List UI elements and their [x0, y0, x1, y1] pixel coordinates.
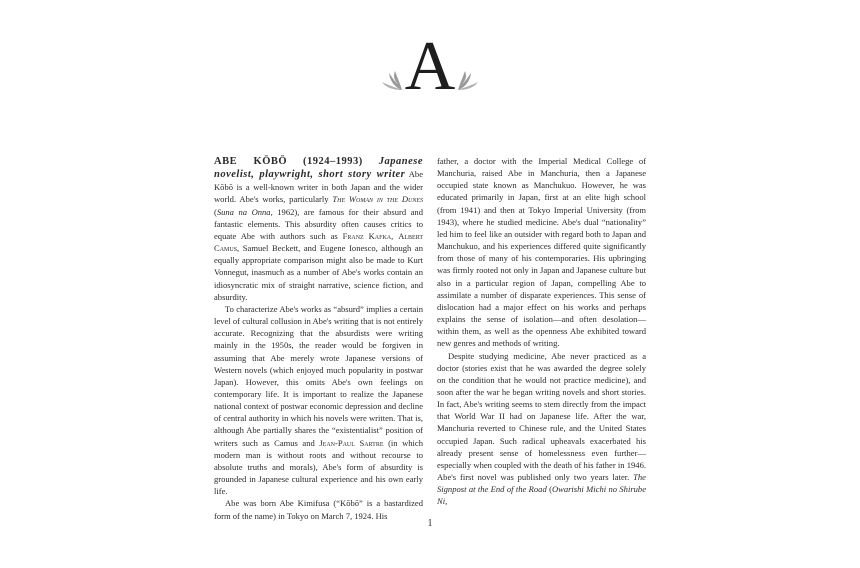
text-run: Abe Kōbō is a well-known writer in both Japan and the wider world. Abe's works, particularly: [214, 169, 423, 205]
work-original-title: Suna na Onna: [216, 206, 271, 217]
entry-dates: (1924–1993): [303, 156, 363, 167]
text-run: Despite studying medicine, Abe never practiced as a doctor (stories exist that he was awarded the degree solely on the condition that he would not practice medicine), and soon after the war he began writing novels and short stories. In fact, Abe's writing seems to stem directly from the impact that World War II had on Japanese life. After the war, Manchuria reverted to Chinese rule, and the United States occupied Japan. Such radical upheavals exacerbated his already present sense of homelessness even further—especially when coupled with the death of his father in 1946. Abe's first novel was published only two years later.: [437, 350, 646, 483]
entry-paragraph-4: father, a doctor with the Imperial Medical College of Manchuria, raised Abe in Manchuria, then a Japanese occupied state known as Manchukuo. However, he was educated primarily in Japan, first at an elite high school (from 1941) and then at Tokyo Imperial University (from 1943), where he studied medicine. Abe's dual “nationality” led him to feel like an outsider with regard both to Japan and Manchukuo, and his experiences differed quite significantly from those of many of his contemporaries. His upbringing was firmly rooted not only in Japan and Japanese culture but also in a particular region of Japan, compelling Abe to assimilate a number of disparate experiences. This sense of dislocation had a major effect on his works and perhaps explains the sense of isolation—and often desolation—within them, as well as the openness Abe exhibited toward new genres and methods of writing.: [437, 156, 646, 349]
entry-descriptor: Japanese novelist, playwright, short story writer: [214, 156, 423, 181]
entry-paragraph-1: ABE KŌBŌ (1924–1993) Japanese novelist, playwright, short story writer Abe Kōbō is a well-known writer in both Japan and the wider world. Abe's works, particularly The Woman in the Dunes (Suna na Onna, 1962), are famous for their absurd and fantastic elements. This absurdity often causes critics to equate Abe with authors such as Franz Kafka, Albert Camus, Samuel Beckett, and Eugene Ionesco, although an equally appropriate comparison might also be made to Kurt Vonnegut, inasmuch as a number of Abe's works contain an idiosyncratic mix of straight narrative, science fiction, and absurdity.: [214, 156, 423, 302]
cross-reference-name: Albert Camus: [214, 230, 423, 254]
right-fleuron-icon: [456, 68, 480, 92]
entry-name: ABE KŌBŌ: [214, 156, 288, 167]
left-column: [214, 155, 423, 522]
entry-paragraph-3: Abe was born Abe Kimifusa (“Kōbō” is a bastardized form of the name) in Tokyo on March 7, 1924. His: [214, 498, 423, 521]
work-original-title: Owarishi Michi no Shirube Ni,: [437, 484, 646, 507]
page-number: 1: [427, 518, 433, 529]
text-run: To characterize Abe's works as “absurd” implies a certain level of cultural collusion in Abe's writing that is not entirely accurate. Recognizing that the absurdists were writing mainly in the 1950s, the reader would be forgiven in assuming that Abe merely wrote Japanese versions of Western novels (which enjoyed much popularity in postwar Japan). However, this omits Abe's own feelings on contemporary life. It is important to realize the Japanese national context of postwar economic depression and decline of central authority in which his novels were written. That is, although Abe partially shares the “existentialist” position of writers such as Camus and: [214, 303, 423, 448]
entry-paragraph-5: Despite studying medicine, Abe never practiced as a doctor (stories exist that he was awarded the degree solely on the condition that he would not practice medicine), and soon after the war he began writing novels and short stories. In fact, Abe's writing seems to stem directly from the impact that World War II had on Japanese life. After the war, Manchuria reverted to Chinese rule, and the United States occupied Japan. Such radical upheavals exacerbated his already present sense of homelessness even further—especially when coupled with the death of his father in 1946. Abe's first novel was published only two years later. The Signpost at the End of the Road (Owarishi Michi no Shirube Ni,: [437, 350, 646, 507]
section-header: [380, 28, 480, 105]
text-run: (in which modern man is without roots and without recourse to absolute truths and morals), Abe's form of absurdity is grounded in Japanese cultural experience and his own early life.: [214, 437, 424, 497]
text-run: , 1962), are famous for their absurd and fantastic elements. This absurdity often causes critics to equate Abe with authors such as: [214, 206, 423, 241]
cross-reference-name: Franz Kafka: [342, 230, 392, 241]
work-title: The Woman in the Dunes: [332, 194, 423, 205]
entry-heading: [214, 156, 423, 180]
cross-reference-name: Jean-Paul Sartre: [319, 437, 384, 448]
right-column: [437, 155, 646, 508]
work-title: The Signpost at the End of the Road: [437, 472, 646, 495]
section-letter: A: [404, 28, 456, 105]
text-run: , Samuel Beckett, and Eugene Ionesco, although an equally appropriate comparison might also be made to Kurt Vonnegut, inasmuch as a number of Abe's works contain an idiosyncratic mix of straight narrative, science fiction, and absurdity.: [214, 243, 423, 302]
entry-paragraph-2: [214, 303, 423, 498]
